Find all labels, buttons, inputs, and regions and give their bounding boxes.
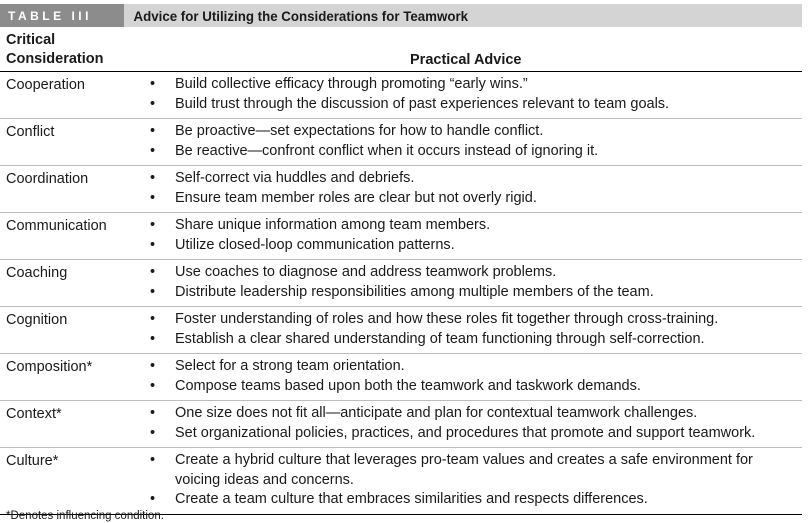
header-line-1: Critical [6, 32, 56, 48]
advice-text: Create a hybrid culture that leverages pro-team values and creates a safe environment for voicing ideas and concerns. [175, 452, 753, 488]
table-row [0, 122, 802, 166]
table-row [0, 169, 802, 213]
advice-list [148, 263, 802, 302]
bullet-icon: • [150, 424, 156, 441]
practical-advice-header: Practical Advice [410, 52, 522, 68]
advice-text: Utilize closed-loop communication patterns. [175, 236, 455, 253]
advice-text: One size does not fit all—anticipate and plan for contextual teamwork challenges. [175, 405, 698, 421]
critical-consideration-header [6, 31, 103, 69]
bullet-icon: • [150, 189, 156, 206]
advice-list [148, 169, 802, 208]
advice-item [148, 310, 802, 330]
advice-text: Compose teams based upon both the teamwork and taskwork demands. [175, 377, 641, 394]
advice-text: Build collective efficacy through promoting “early wins.” [175, 76, 528, 92]
bullet-icon: • [150, 76, 156, 92]
advice-item [148, 75, 802, 95]
consideration-cell: Composition* [6, 359, 93, 375]
advice-item [148, 357, 802, 377]
bullet-icon: • [150, 405, 156, 421]
advice-text: Self-correct via huddles and debriefs. [175, 170, 415, 186]
advice-item [148, 330, 802, 350]
bullet-icon: • [150, 95, 156, 112]
advice-item [148, 236, 802, 256]
table-row [0, 451, 802, 515]
advice-text: Select for a strong team orientation. [175, 358, 405, 374]
bullet-icon: • [150, 452, 156, 468]
advice-text: Create a team culture that embraces similarities and respects differences. [175, 491, 648, 507]
advice-item [148, 95, 802, 115]
bullet-icon: • [150, 217, 156, 233]
advice-text: Establish a clear shared understanding of team functioning through self-correction. [175, 330, 705, 347]
consideration-cell: Context* [6, 406, 62, 422]
advice-item [148, 424, 802, 444]
consideration-cell: Cognition [6, 312, 68, 328]
bullet-icon: • [150, 311, 156, 327]
advice-text: Distribute leadership responsibilities among multiple members of the team. [175, 283, 654, 300]
advice-list [148, 122, 802, 161]
table-row [0, 216, 802, 260]
consideration-cell: Communication [6, 218, 107, 234]
advice-item [148, 263, 802, 283]
table-row [0, 404, 802, 448]
bullet-icon: • [150, 377, 156, 394]
table-row [0, 263, 802, 307]
table-body [0, 75, 802, 515]
advice-text: Be proactive—set expectations for how to handle conflict. [175, 123, 544, 139]
advice-item [148, 451, 802, 490]
consideration-cell: Coaching [6, 265, 68, 281]
advice-text: Be reactive—confront conflict when it occurs instead of ignoring it. [175, 142, 599, 159]
table-title: Advice for Utilizing the Considerations for Teamwork [133, 7, 469, 24]
footnote: *Denotes influencing condition. [6, 510, 164, 522]
advice-item [148, 490, 802, 510]
bullet-icon: • [150, 142, 156, 159]
advice-text: Use coaches to diagnose and address teamwork problems. [175, 264, 557, 280]
table-row [0, 357, 802, 401]
bullet-icon: • [150, 236, 156, 253]
bullet-icon: • [150, 264, 156, 280]
advice-item [148, 142, 802, 162]
advice-list [148, 310, 802, 349]
advice-item [148, 169, 802, 189]
advice-text: Build trust through the discussion of past experiences relevant to team goals. [175, 95, 670, 112]
advice-list [148, 451, 802, 510]
bullet-icon: • [150, 491, 156, 507]
consideration-cell: Coordination [6, 171, 89, 187]
advice-text: Foster understanding of roles and how these roles fit together through cross-training. [175, 311, 719, 327]
advice-list [148, 216, 802, 255]
bullet-icon: • [150, 330, 156, 347]
bullet-icon: • [150, 283, 156, 300]
consideration-cell: Conflict [6, 124, 55, 140]
bullet-icon: • [150, 358, 156, 374]
advice-list [148, 75, 802, 114]
bullet-icon: • [150, 170, 156, 186]
consideration-cell: Cooperation [6, 77, 85, 93]
advice-item [148, 377, 802, 397]
advice-text: Ensure team member roles are clear but not overly rigid. [175, 189, 537, 206]
advice-text: Share unique information among team members. [175, 217, 491, 233]
advice-list [148, 357, 802, 396]
advice-item [148, 404, 802, 424]
table-row [0, 310, 802, 354]
advice-item [148, 122, 802, 142]
advice-item [148, 283, 802, 303]
advice-item [148, 189, 802, 209]
table-title-bar [0, 4, 802, 27]
bullet-icon: • [150, 123, 156, 139]
advice-list [148, 404, 802, 443]
advice-item [148, 216, 802, 236]
advice-text: Set organizational policies, practices, and procedures that promote and support teamwork. [175, 424, 756, 441]
table-row [0, 75, 802, 119]
consideration-cell: Culture* [6, 453, 59, 469]
table-header [0, 30, 802, 72]
header-line-2: Consideration [6, 51, 104, 67]
table-number-label: TABLE III [0, 4, 124, 27]
